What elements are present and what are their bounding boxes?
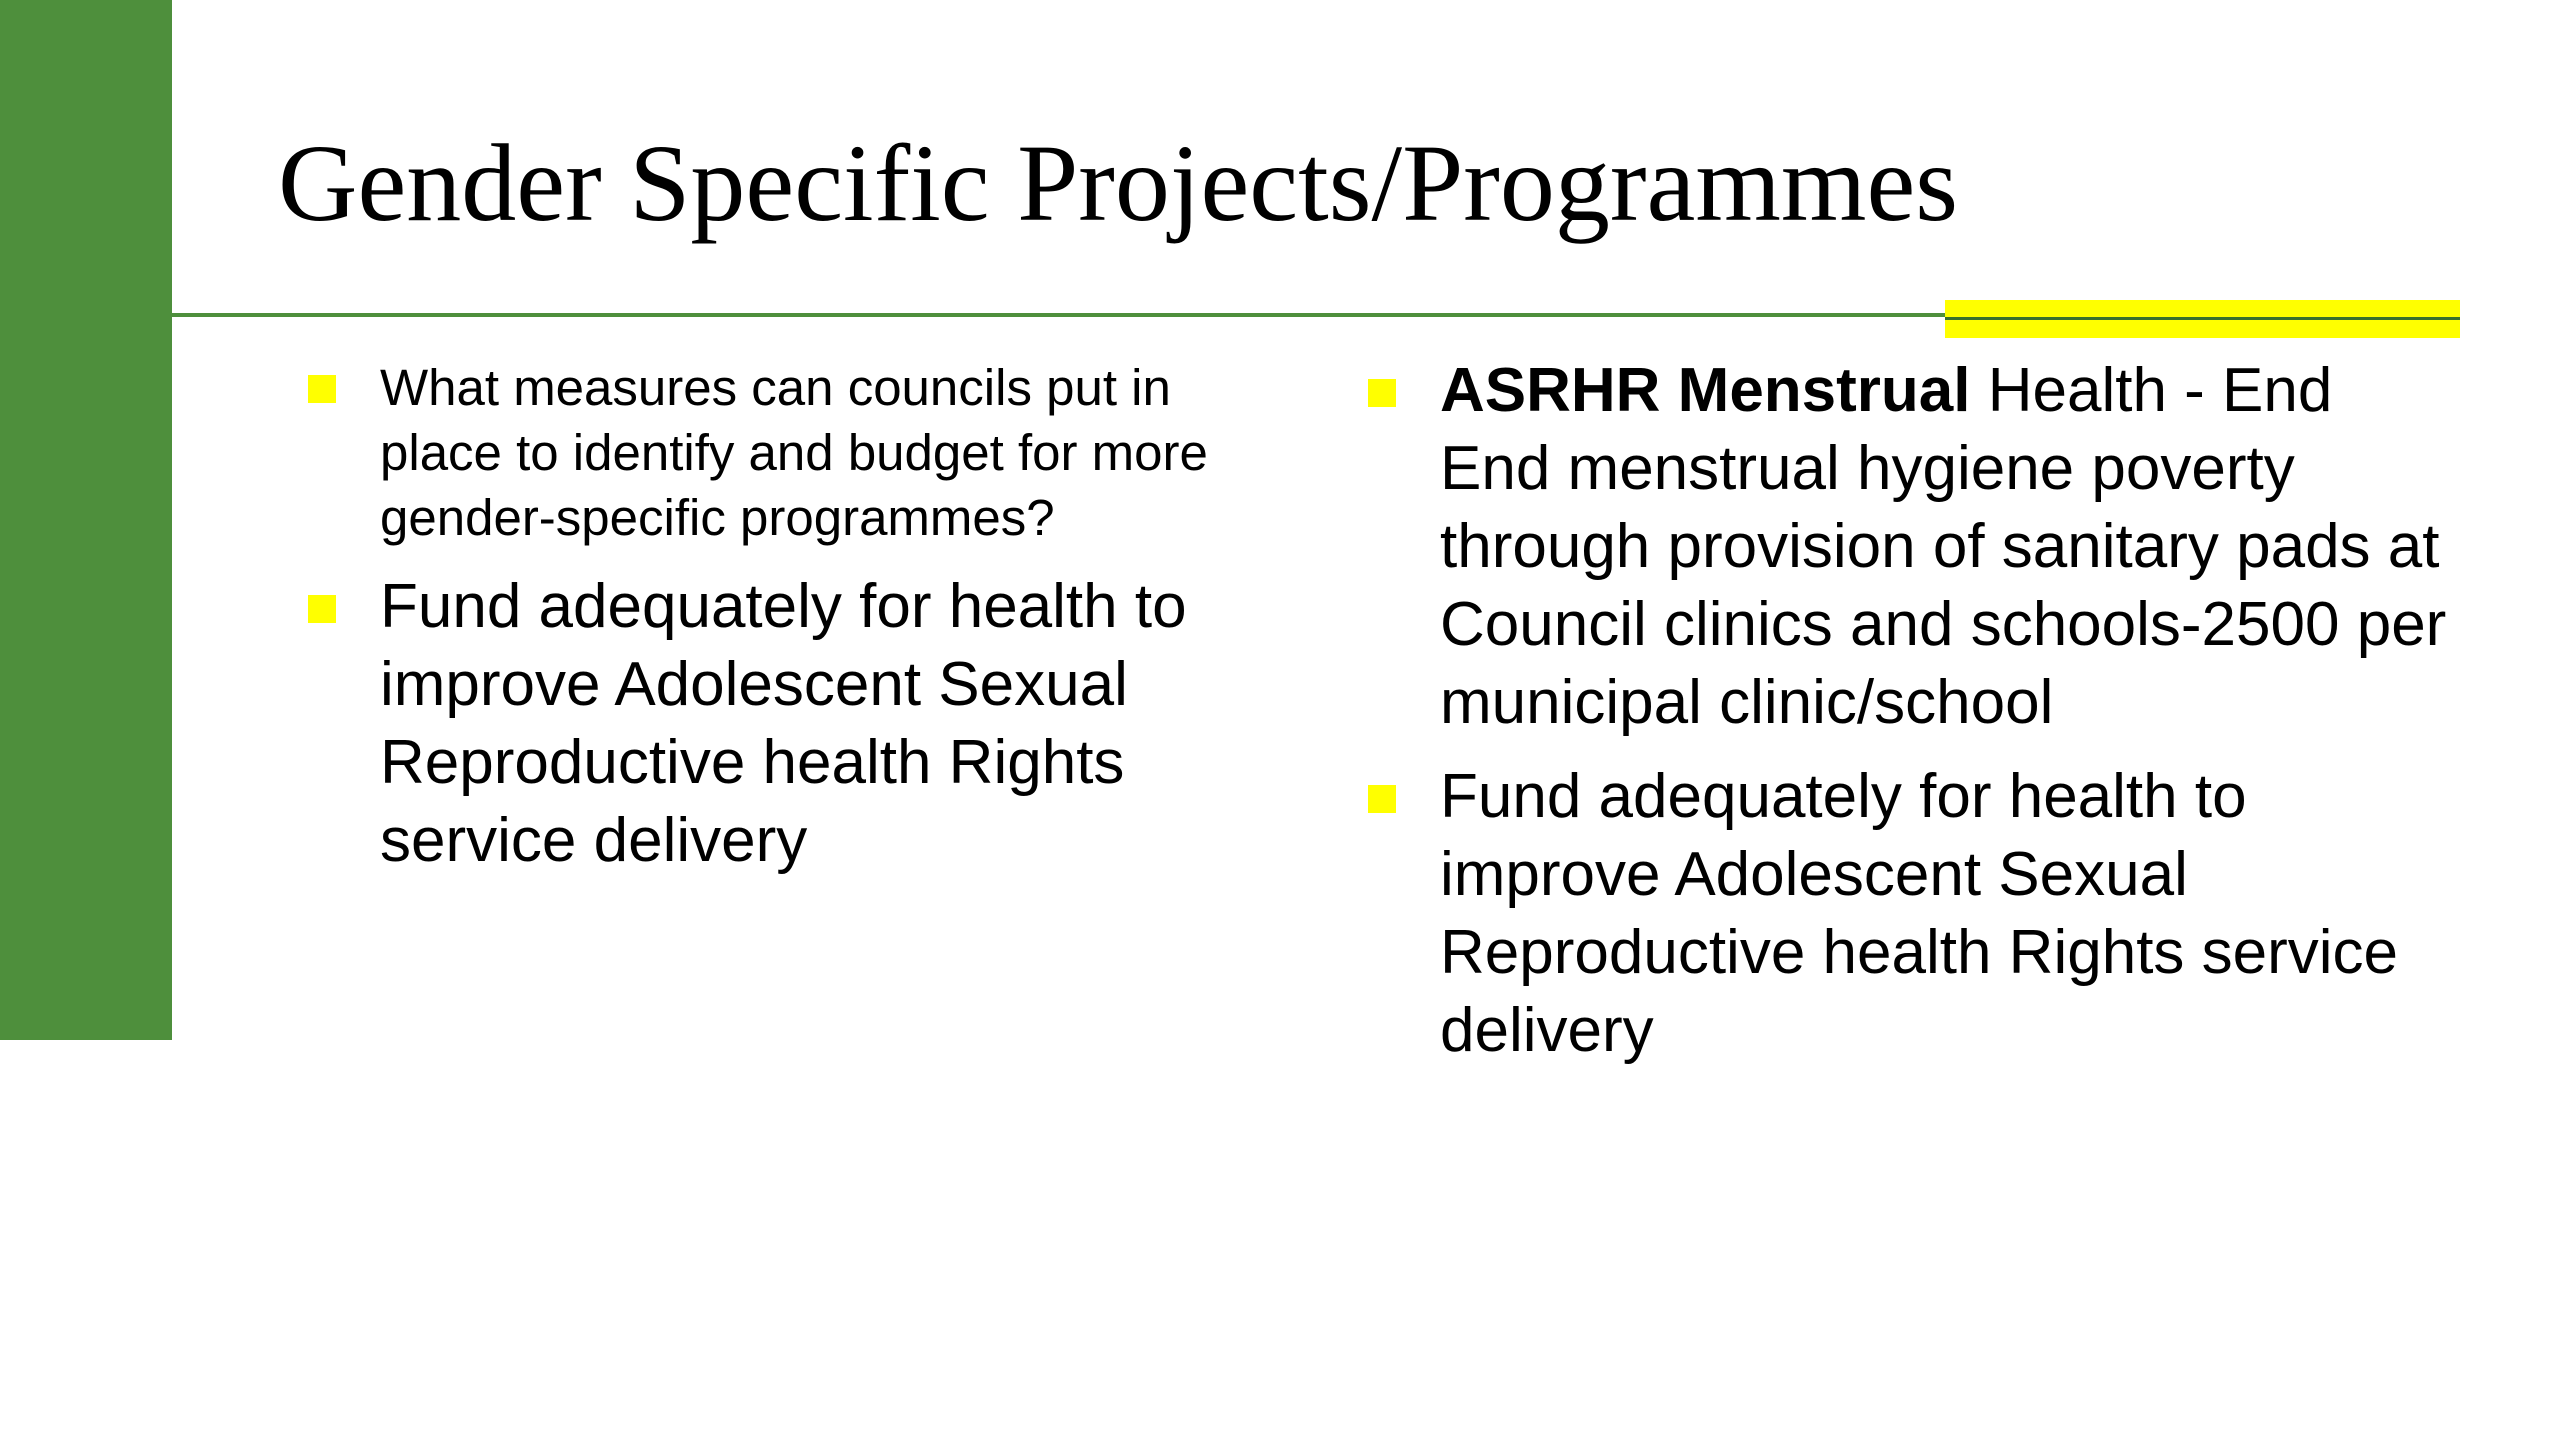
item-body: Fund adequately for health to improve Adolescent Sexual Reproductive health Rights service delivery [1440,762,2399,1065]
title-divider-highlight-line [1945,317,2460,320]
answer-text: Fund adequately for health to improve Adolescent Sexual Reproductive health Rights service delivery [380,572,1187,875]
square-bullet-icon [308,375,336,403]
item-heading: ASRHR Menstrual [1440,356,1971,425]
list-item-menstrual-health [1368,352,2458,742]
item-body: Health - End End menstrual hygiene poverty through provision of sanitary pads at Council clinics and schools-2500 per municipal clinic/school [1440,356,2447,737]
question-text: What measures can councils put in place to identify and budget for more gender-specific programmes? [380,359,1208,546]
list-item-answer [308,568,1208,880]
slide-title: Gender Specific Projects/Programmes [278,122,1959,244]
left-bullet-list [308,355,1208,896]
square-bullet-icon [1368,379,1396,407]
list-item-question [308,355,1208,550]
left-accent-bar [0,0,172,1040]
right-bullet-list [1368,352,2458,1086]
square-bullet-icon [1368,785,1396,813]
list-item-fund-health [1368,758,2458,1070]
square-bullet-icon [308,595,336,623]
